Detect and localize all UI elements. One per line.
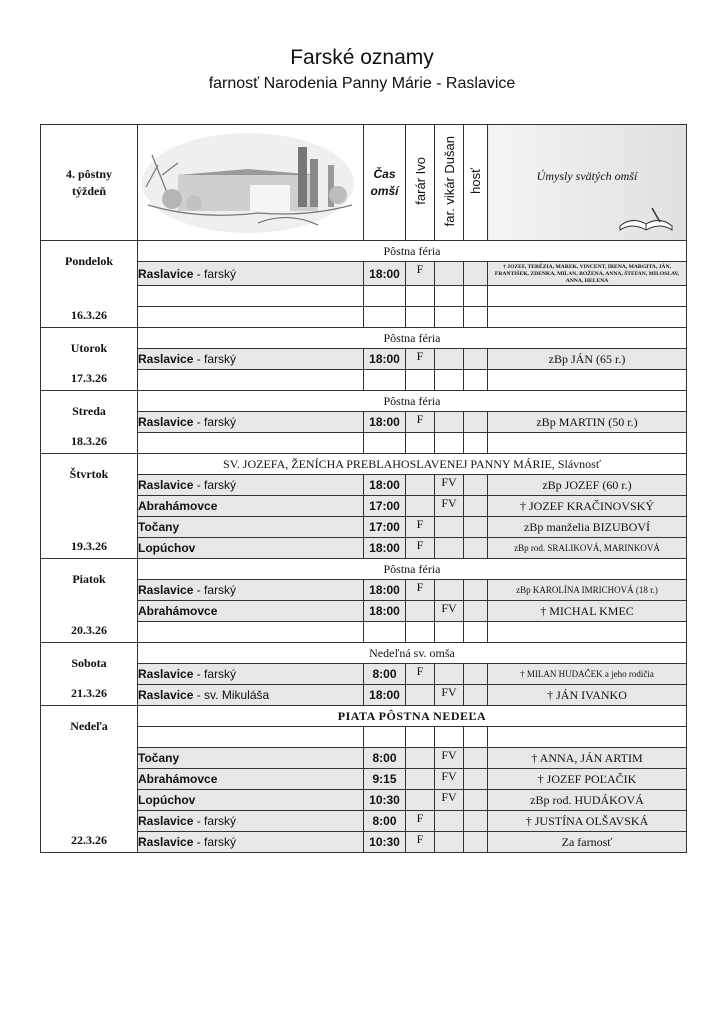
vikar-mark bbox=[435, 811, 464, 832]
host-mark bbox=[464, 601, 488, 622]
day-cell bbox=[41, 328, 138, 391]
vikar-mark bbox=[435, 580, 464, 601]
day-date: 18.3.26 bbox=[71, 434, 107, 448]
farar-mark bbox=[406, 790, 435, 811]
empty-cell bbox=[364, 370, 406, 391]
mass-time: 18:00 bbox=[364, 601, 406, 622]
mass-time: 18:00 bbox=[364, 262, 406, 286]
mass-location bbox=[138, 769, 364, 790]
empty-cell bbox=[464, 286, 488, 307]
vikar-mark: FV bbox=[435, 790, 464, 811]
vikar-mark bbox=[435, 517, 464, 538]
day-cell bbox=[41, 706, 138, 853]
vikar-mark bbox=[435, 412, 464, 433]
mass-intention: zBp KAROLÍNA IMRICHOVÁ (18 r.) bbox=[488, 580, 687, 601]
vikar-mark: FV bbox=[435, 496, 464, 517]
table-header-row bbox=[41, 125, 687, 241]
host-mark bbox=[464, 349, 488, 370]
empty-cell bbox=[435, 727, 464, 748]
empty-cell bbox=[138, 370, 364, 391]
empty-cell bbox=[464, 370, 488, 391]
mass-intention: zBp MARTIN (50 r.) bbox=[488, 412, 687, 433]
empty-cell bbox=[435, 622, 464, 643]
location-name: Raslavice bbox=[138, 583, 194, 597]
day-cell bbox=[41, 241, 138, 328]
location-name: Raslavice bbox=[138, 814, 194, 828]
open-book-icon bbox=[616, 204, 676, 234]
mass-time: 17:00 bbox=[364, 496, 406, 517]
intentions-column-header bbox=[488, 125, 687, 241]
mass-time: 9:15 bbox=[364, 769, 406, 790]
mass-location bbox=[138, 349, 364, 370]
day-name: Pondelok bbox=[64, 254, 113, 268]
day-cell bbox=[41, 391, 138, 454]
host-label: hosť bbox=[468, 168, 483, 194]
mass-location bbox=[138, 580, 364, 601]
mass-location bbox=[138, 601, 364, 622]
vikar-mark bbox=[435, 664, 464, 685]
day-celebration: SV. JOZEFA, ŽENÍCHA PREBLAHOSLAVENEJ PANNY MÁRIE, Slávnosť bbox=[138, 454, 687, 475]
page-title: Farské oznamy bbox=[290, 46, 434, 69]
farar-mark: F bbox=[406, 538, 435, 559]
empty-cell bbox=[406, 307, 435, 328]
empty-cell bbox=[488, 433, 687, 454]
vikar-mark bbox=[435, 262, 464, 286]
empty-cell bbox=[406, 622, 435, 643]
host-mark bbox=[464, 685, 488, 706]
day-banner-row bbox=[41, 391, 687, 412]
host-mark bbox=[464, 664, 488, 685]
farar-mark: F bbox=[406, 811, 435, 832]
farar-mark: F bbox=[406, 412, 435, 433]
mass-location bbox=[138, 832, 364, 853]
day-date: 17.3.26 bbox=[71, 371, 107, 385]
day-celebration: Nedeľná sv. omša bbox=[138, 643, 687, 664]
farar-mark: F bbox=[406, 349, 435, 370]
empty-cell bbox=[435, 307, 464, 328]
day-cell bbox=[41, 559, 138, 643]
empty-cell bbox=[464, 622, 488, 643]
location-name: Raslavice bbox=[138, 835, 194, 849]
location-name: Raslavice bbox=[138, 352, 194, 366]
day-name: Utorok bbox=[70, 341, 108, 355]
location-name: Abrahámovce bbox=[138, 772, 218, 786]
mass-time: 18:00 bbox=[364, 475, 406, 496]
mass-time: 18:00 bbox=[364, 580, 406, 601]
location-name: Raslavice bbox=[138, 667, 194, 681]
host-mark bbox=[464, 475, 488, 496]
mass-time: 18:00 bbox=[364, 685, 406, 706]
day-date: 19.3.26 bbox=[71, 539, 107, 553]
time-column-header bbox=[364, 125, 406, 241]
host-mark bbox=[464, 811, 488, 832]
day-banner-row bbox=[41, 706, 687, 727]
farar-mark bbox=[406, 769, 435, 790]
farar-mark: F bbox=[406, 262, 435, 286]
page-subtitle: farnosť Narodenia Panny Márie - Raslavice bbox=[208, 75, 516, 92]
empty-cell bbox=[364, 433, 406, 454]
empty-cell bbox=[464, 727, 488, 748]
day-banner-row bbox=[41, 559, 687, 580]
farar-mark bbox=[406, 748, 435, 769]
empty-cell bbox=[138, 286, 364, 307]
empty-cell bbox=[488, 370, 687, 391]
mass-schedule-table bbox=[40, 124, 687, 853]
empty-cell bbox=[488, 286, 687, 307]
empty-cell bbox=[435, 433, 464, 454]
location-detail: - farský bbox=[193, 814, 237, 828]
farar-mark: F bbox=[406, 580, 435, 601]
location-detail: - farský bbox=[193, 835, 237, 849]
location-name: Lopúchov bbox=[138, 793, 196, 807]
day-name: Streda bbox=[72, 404, 106, 418]
day-name: Štvrtok bbox=[69, 467, 109, 481]
location-name: Točany bbox=[138, 520, 180, 534]
empty-cell bbox=[406, 370, 435, 391]
location-detail: - sv. Mikuláša bbox=[193, 688, 270, 702]
mass-intention: zBp rod. SRALIKOVÁ, MARINKOVÁ bbox=[488, 538, 687, 559]
location-name: Raslavice bbox=[138, 478, 194, 492]
week-line2: týždeň bbox=[72, 183, 106, 198]
farar-label: farár Ivo bbox=[412, 157, 428, 205]
empty-cell bbox=[435, 286, 464, 307]
vikar-mark: FV bbox=[435, 475, 464, 496]
location-detail: - farský bbox=[193, 352, 237, 366]
day-celebration: Pôstna féria bbox=[138, 559, 687, 580]
day-banner-row bbox=[41, 643, 687, 664]
cas-line2: omší bbox=[370, 183, 399, 198]
mass-time: 8:00 bbox=[364, 664, 406, 685]
location-name: Abrahámovce bbox=[138, 499, 218, 513]
host-mark bbox=[464, 412, 488, 433]
vikar-mark: FV bbox=[435, 685, 464, 706]
empty-cell bbox=[138, 727, 364, 748]
mass-location bbox=[138, 811, 364, 832]
location-name: Raslavice bbox=[138, 266, 194, 281]
empty-cell bbox=[406, 727, 435, 748]
day-banner-row bbox=[41, 328, 687, 349]
empty-cell bbox=[138, 433, 364, 454]
mass-intention: † ANNA, JÁN ARTIM bbox=[488, 748, 687, 769]
location-detail: - farský bbox=[193, 478, 237, 492]
host-mark bbox=[464, 748, 488, 769]
mass-location bbox=[138, 685, 364, 706]
mass-intention: † JUSTÍNA OLŠAVSKÁ bbox=[488, 811, 687, 832]
mass-intention: † JOZEF POĽAČIK bbox=[488, 769, 687, 790]
mass-location bbox=[138, 517, 364, 538]
farar-mark: F bbox=[406, 832, 435, 853]
vikar-mark: FV bbox=[435, 769, 464, 790]
location-name: Točany bbox=[138, 751, 180, 765]
location-detail: - farský bbox=[193, 266, 237, 281]
day-name: Piatok bbox=[72, 572, 106, 586]
vikar-mark bbox=[435, 349, 464, 370]
host-mark bbox=[464, 517, 488, 538]
empty-cell bbox=[364, 622, 406, 643]
week-label bbox=[41, 125, 138, 241]
day-date: 16.3.26 bbox=[71, 308, 107, 322]
mass-location bbox=[138, 748, 364, 769]
day-celebration: Pôstna féria bbox=[138, 391, 687, 412]
day-banner-row bbox=[41, 454, 687, 475]
cas-line1: Čas bbox=[373, 166, 396, 181]
mass-intention: † MILAN HUDAČEK a jeho rodičia bbox=[488, 664, 687, 685]
day-celebration: PIATA PÔSTNA NEDEĽA bbox=[138, 706, 687, 727]
week-line1: 4. pôstny bbox=[65, 166, 112, 181]
empty-cell bbox=[488, 727, 687, 748]
host-mark bbox=[464, 496, 488, 517]
location-detail: - farský bbox=[193, 583, 237, 597]
location-name: Lopúchov bbox=[138, 541, 196, 555]
farar-mark: F bbox=[406, 664, 435, 685]
mass-intention: zBp rod. HUDÁKOVÁ bbox=[488, 790, 687, 811]
mass-time: 10:30 bbox=[364, 790, 406, 811]
mass-time: 8:00 bbox=[364, 811, 406, 832]
empty-cell bbox=[488, 307, 687, 328]
empty-cell bbox=[364, 307, 406, 328]
vikar-mark bbox=[435, 538, 464, 559]
empty-cell bbox=[138, 622, 364, 643]
empty-cell bbox=[435, 370, 464, 391]
day-name: Nedeľa bbox=[70, 719, 108, 733]
mass-intention: zBp JOZEF (60 r.) bbox=[488, 475, 687, 496]
location-detail: - farský bbox=[193, 667, 237, 681]
day-cell bbox=[41, 643, 138, 706]
host-mark bbox=[464, 769, 488, 790]
mass-intention: † MICHAL KMEC bbox=[488, 601, 687, 622]
farar-mark: F bbox=[406, 517, 435, 538]
mass-location bbox=[138, 664, 364, 685]
location-name: Raslavice bbox=[138, 415, 194, 429]
mass-time: 18:00 bbox=[364, 349, 406, 370]
host-column-header bbox=[464, 125, 488, 241]
mass-location bbox=[138, 412, 364, 433]
vikar-mark: FV bbox=[435, 748, 464, 769]
mass-intention: † JOZEF KRAČINOVSKÝ bbox=[488, 496, 687, 517]
mass-location bbox=[138, 262, 364, 286]
farar-mark bbox=[406, 475, 435, 496]
farar-mark bbox=[406, 685, 435, 706]
church-illustration bbox=[138, 125, 364, 237]
mass-location bbox=[138, 538, 364, 559]
mass-intention: † JÁN IVANKO bbox=[488, 685, 687, 706]
mass-location bbox=[138, 496, 364, 517]
day-celebration: Pôstna féria bbox=[138, 241, 687, 262]
empty-cell bbox=[464, 433, 488, 454]
host-mark bbox=[464, 580, 488, 601]
mass-location bbox=[138, 790, 364, 811]
mass-time: 10:30 bbox=[364, 832, 406, 853]
location-name: Abrahámovce bbox=[138, 604, 218, 618]
empty-cell bbox=[488, 622, 687, 643]
empty-cell bbox=[364, 727, 406, 748]
day-celebration: Pôstna féria bbox=[138, 328, 687, 349]
location-name: Raslavice bbox=[138, 688, 194, 702]
host-mark bbox=[464, 538, 488, 559]
day-date: 22.3.26 bbox=[71, 833, 107, 847]
empty-cell bbox=[406, 286, 435, 307]
mass-intention: zBp JÁN (65 r.) bbox=[488, 349, 687, 370]
farar-mark bbox=[406, 601, 435, 622]
day-name: Sobota bbox=[71, 656, 107, 670]
empty-cell bbox=[138, 307, 364, 328]
host-mark bbox=[464, 262, 488, 286]
mass-location bbox=[138, 475, 364, 496]
host-mark bbox=[464, 790, 488, 811]
vikar-label: far. vikár Dušan bbox=[441, 135, 457, 227]
empty-cell bbox=[406, 433, 435, 454]
day-banner-row bbox=[41, 241, 687, 262]
mass-intention: † JOZEF, TERÉZIA, MAREK, VINCENT, IRENA, MARGITA, JÁN, FRANTIŠEK, ZDENKA, MILAN, BOŽENA, ANNA, ŠTEFAN, MILOSLAV, ANNA, HELENA bbox=[488, 262, 687, 286]
empty-cell bbox=[364, 286, 406, 307]
empty-cell bbox=[464, 307, 488, 328]
vikar-mark bbox=[435, 832, 464, 853]
mass-time: 18:00 bbox=[364, 412, 406, 433]
mass-time: 18:00 bbox=[364, 538, 406, 559]
day-date: 20.3.26 bbox=[71, 623, 107, 637]
day-cell bbox=[41, 454, 138, 559]
mass-intention: Za farnosť bbox=[488, 832, 687, 853]
host-mark bbox=[464, 832, 488, 853]
farar-mark bbox=[406, 496, 435, 517]
mass-time: 17:00 bbox=[364, 517, 406, 538]
mass-intention: zBp manželia BIZUBOVÍ bbox=[488, 517, 687, 538]
location-detail: - farský bbox=[193, 415, 237, 429]
farar-column-header bbox=[406, 125, 435, 241]
mass-time: 8:00 bbox=[364, 748, 406, 769]
church-image bbox=[138, 125, 364, 241]
intentions-label: Úmysly svätých omší bbox=[536, 169, 638, 183]
vikar-column-header bbox=[435, 125, 464, 241]
vikar-mark: FV bbox=[435, 601, 464, 622]
day-date: 21.3.26 bbox=[71, 686, 107, 700]
